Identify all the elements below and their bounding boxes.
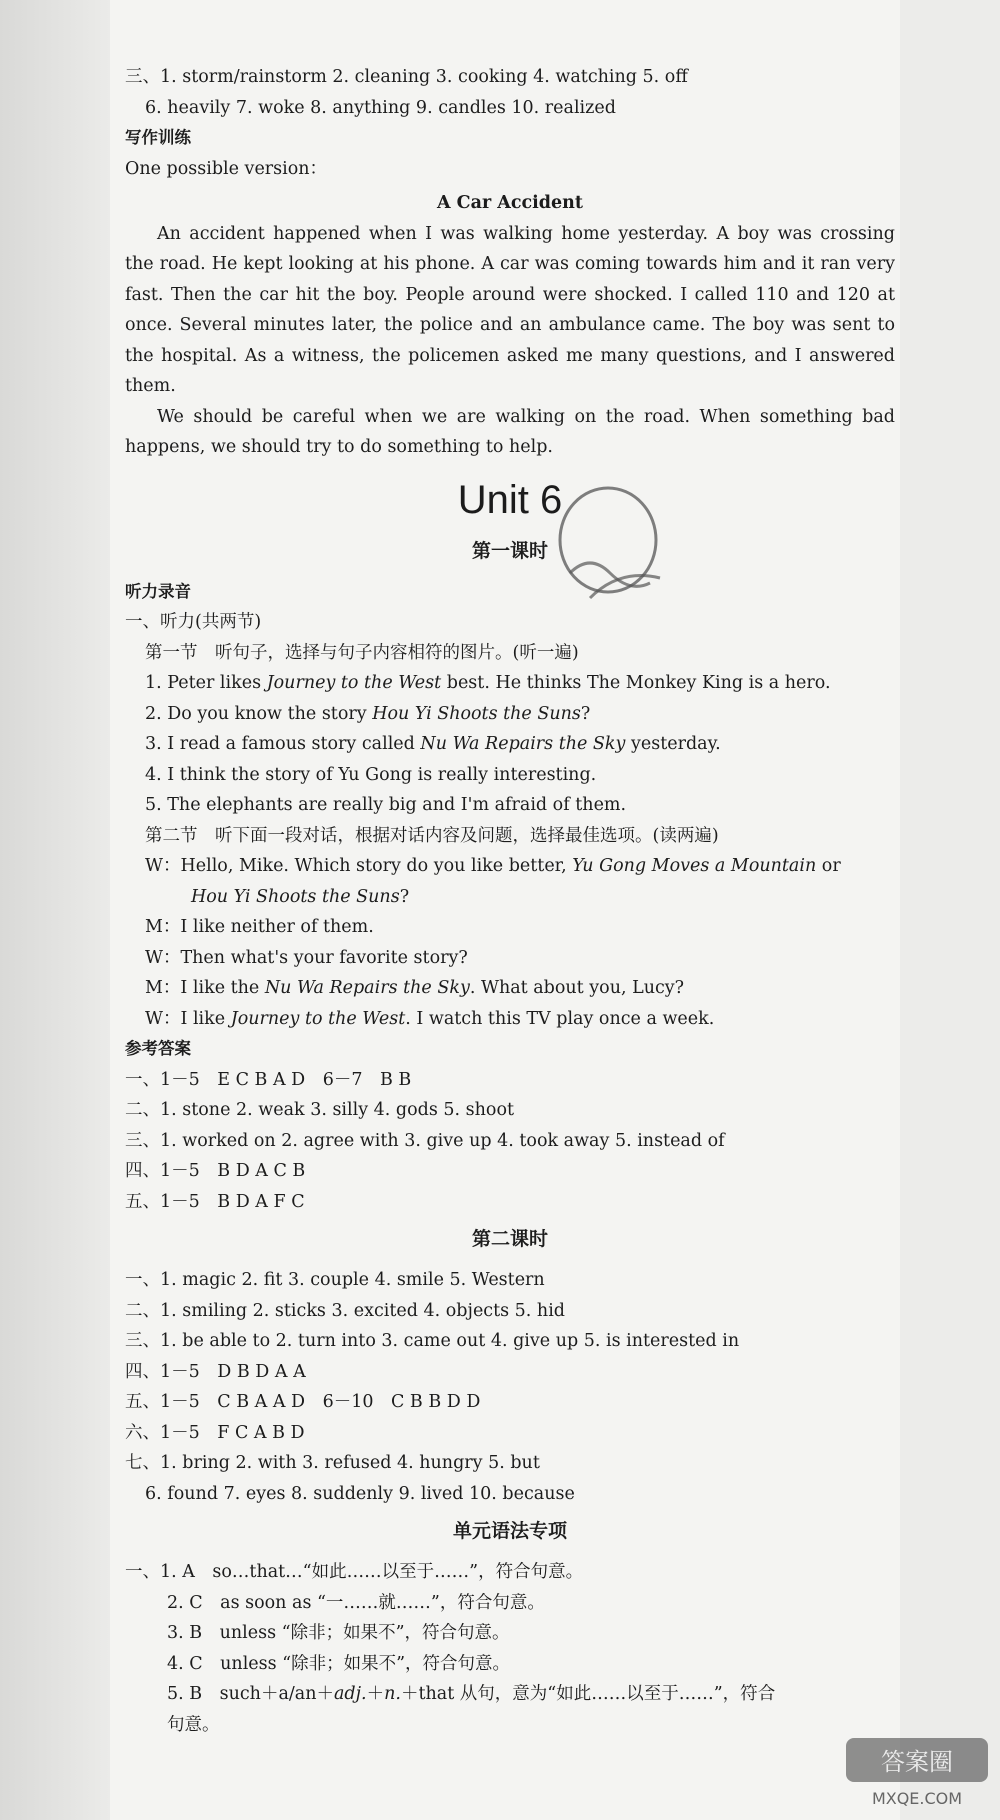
dialogue-5-rest: . I watch this TV play once a week. bbox=[405, 1008, 715, 1029]
sentence-1-rest: best. He thinks The Monkey King is a hero. bbox=[441, 673, 831, 693]
listening-heading: 听力录音 bbox=[125, 581, 191, 601]
right-margin bbox=[900, 0, 1000, 1820]
grammar-item-4: 4. C unless “除非；如果不”，符合句意。 bbox=[167, 1653, 511, 1674]
lesson1-answer-2: 二、1. stone 2. weak 3. silly 4. gods 5. shoot bbox=[125, 1100, 515, 1120]
essay-paragraph-2: We should be careful when we are walking on the road. When something bad happens, we should try to do something to help. bbox=[125, 406, 895, 457]
listening-sentence-2 bbox=[125, 699, 895, 730]
svg-text:答案圈: 答案圈 bbox=[881, 1748, 953, 1776]
dialogue-line-1 bbox=[125, 851, 895, 882]
sentence-3-title: Nu Wa Repairs the Sky bbox=[420, 734, 626, 754]
listening-sentence-4: 4. I think the story of Yu Gong is really interesting. bbox=[145, 764, 597, 785]
lesson1-answer-4: 四、1－5 B D A C B bbox=[125, 1161, 306, 1181]
lesson2-title: 第二课时 bbox=[471, 1228, 548, 1250]
prev-section3-line1: 三、1. storm/rainstorm 2. cleaning 3. cooking 4. watching 5. off bbox=[125, 67, 688, 87]
grammar-item-1: 一、1. A so…that…“如此……以至于……”，符合句意。 bbox=[125, 1562, 584, 1582]
sentence-2-rest: ? bbox=[580, 703, 591, 724]
listening-sentence-3 bbox=[125, 729, 895, 760]
dialogue-line-2: M：I like neither of them. bbox=[145, 917, 374, 937]
lesson1-answer-3: 三、1. worked on 2. agree with 3. give up 4. took away 5. instead of bbox=[125, 1130, 725, 1151]
logo-url: MXQE.COM bbox=[871, 1789, 963, 1808]
dialogue-4-rest: . What about you, Lucy? bbox=[469, 978, 685, 998]
writing-heading: 写作训练 bbox=[125, 128, 191, 147]
grammar-item-5 bbox=[125, 1679, 895, 1710]
dialogue-line-4 bbox=[125, 973, 895, 1004]
dialogue-1-title-a: Yu Gong Moves a Mountain bbox=[572, 856, 817, 876]
essay-paragraph-1: An accident happened when I was walking home yesterday. A boy was crossing the road. He kept looking at his phone. A car was coming towards him and it ran very fast. Then the car hit the boy. People around were shocked. I called 110 and 120 at once. Several minutes later, the police and an ambulance came. The boy was sent to the hospital. As a witness, the policemen asked me many questions, and I answered them. bbox=[125, 223, 895, 396]
listening-part-title: 一、听力(共两节) bbox=[125, 612, 262, 632]
dialogue-1-or: or bbox=[816, 856, 841, 876]
site-logo bbox=[842, 1732, 992, 1812]
dialogue-5-text: W：I like bbox=[145, 1008, 231, 1029]
lesson1-answer-1: 一、1－5 E C B A D 6－7 B B bbox=[125, 1069, 412, 1090]
lesson1-answer-5: 五、1－5 B D A F C bbox=[125, 1191, 305, 1212]
grammar-item-5-cont: 句意。 bbox=[167, 1714, 220, 1735]
sentence-1-title: Journey to the West bbox=[266, 673, 442, 693]
lesson2-answer-3: 三、1. be able to 2. turn into 3. came out 4. give up 5. is interested in bbox=[125, 1331, 740, 1351]
listening-section2-title: 第二节 听下面一段对话，根据对话内容及问题，选择最佳选项。(读两遍) bbox=[145, 825, 719, 846]
grammar-title: 单元语法专项 bbox=[452, 1520, 567, 1542]
dialogue-1-text: W：Hello, Mike. Which story do you like better, bbox=[145, 856, 573, 876]
lesson2-answer-1: 一、1. magic 2. fit 3. couple 4. smile 5. Western bbox=[125, 1270, 545, 1290]
grammar-5-adj: adj. bbox=[333, 1684, 367, 1704]
unit-title: Unit 6 bbox=[457, 477, 563, 522]
page-content bbox=[125, 62, 895, 1740]
dialogue-line-3: W：Then what's your favorite story? bbox=[145, 947, 468, 968]
dialogue-line-5 bbox=[125, 1004, 895, 1035]
lesson2-answer-5: 五、1－5 C B A A D 6－10 C B B D D bbox=[125, 1392, 481, 1412]
prev-section3-line2: 6. heavily 7. woke 8. anything 9. candles 10. realized bbox=[145, 97, 616, 118]
lesson2-answer-7: 七、1. bring 2. with 3. refused 4. hungry 5. but bbox=[125, 1453, 540, 1473]
answers-heading: 参考答案 bbox=[125, 1039, 191, 1058]
grammar-item-2: 2. C as soon as “一……就……”，符合句意。 bbox=[167, 1592, 545, 1613]
grammar-item-3: 3. B unless “除非；如果不”，符合句意。 bbox=[167, 1623, 510, 1643]
listening-section1-title: 第一节 听句子，选择与句子内容相符的图片。(听一遍) bbox=[145, 642, 579, 663]
dialogue-4-title: Nu Wa Repairs the Sky bbox=[264, 978, 470, 998]
lesson2-answer-6: 六、1－5 F C A B D bbox=[125, 1422, 305, 1443]
dialogue-line-1-cont bbox=[125, 882, 895, 913]
lesson2-answer-7-cont: 6. found 7. eyes 8. suddenly 9. lived 10. because bbox=[145, 1483, 575, 1504]
listening-sentence-1 bbox=[125, 668, 895, 699]
sentence-2-title: Hou Yi Shoots the Suns bbox=[372, 703, 581, 724]
sentence-3-text: 3. I read a famous story called bbox=[145, 734, 421, 754]
grammar-5-tail: 合 bbox=[757, 1684, 776, 1704]
left-gutter bbox=[0, 0, 110, 1820]
writing-intro: One possible version： bbox=[125, 158, 328, 179]
essay-title: A Car Accident bbox=[437, 193, 583, 213]
dialogue-1-title-b: Hou Yi Shoots the Suns bbox=[191, 886, 400, 907]
grammar-5-text: 5. B such＋a/an＋ bbox=[167, 1684, 334, 1704]
lesson1-title: 第一课时 bbox=[471, 539, 548, 562]
sentence-1-text: 1. Peter likes bbox=[145, 673, 267, 693]
lesson2-answer-4: 四、1－5 D B D A A bbox=[125, 1361, 306, 1382]
listening-sentence-5: 5. The elephants are really big and I'm afraid of them. bbox=[145, 795, 627, 815]
sentence-2-text: 2. Do you know the story bbox=[145, 703, 373, 724]
dialogue-1-end: ? bbox=[399, 886, 410, 907]
lesson2-answer-2: 二、1. smiling 2. sticks 3. excited 4. objects 5. hid bbox=[125, 1300, 566, 1321]
grammar-5-plus: ＋ bbox=[366, 1684, 385, 1704]
grammar-5-rest: ＋that 从句，意为“如此……以至于……”，符 bbox=[400, 1684, 758, 1704]
dialogue-4-text: M：I like the bbox=[145, 978, 265, 998]
grammar-5-noun: n. bbox=[384, 1684, 401, 1704]
sentence-3-rest: yesterday. bbox=[625, 734, 721, 754]
dialogue-5-title: Journey to the West bbox=[230, 1008, 406, 1029]
